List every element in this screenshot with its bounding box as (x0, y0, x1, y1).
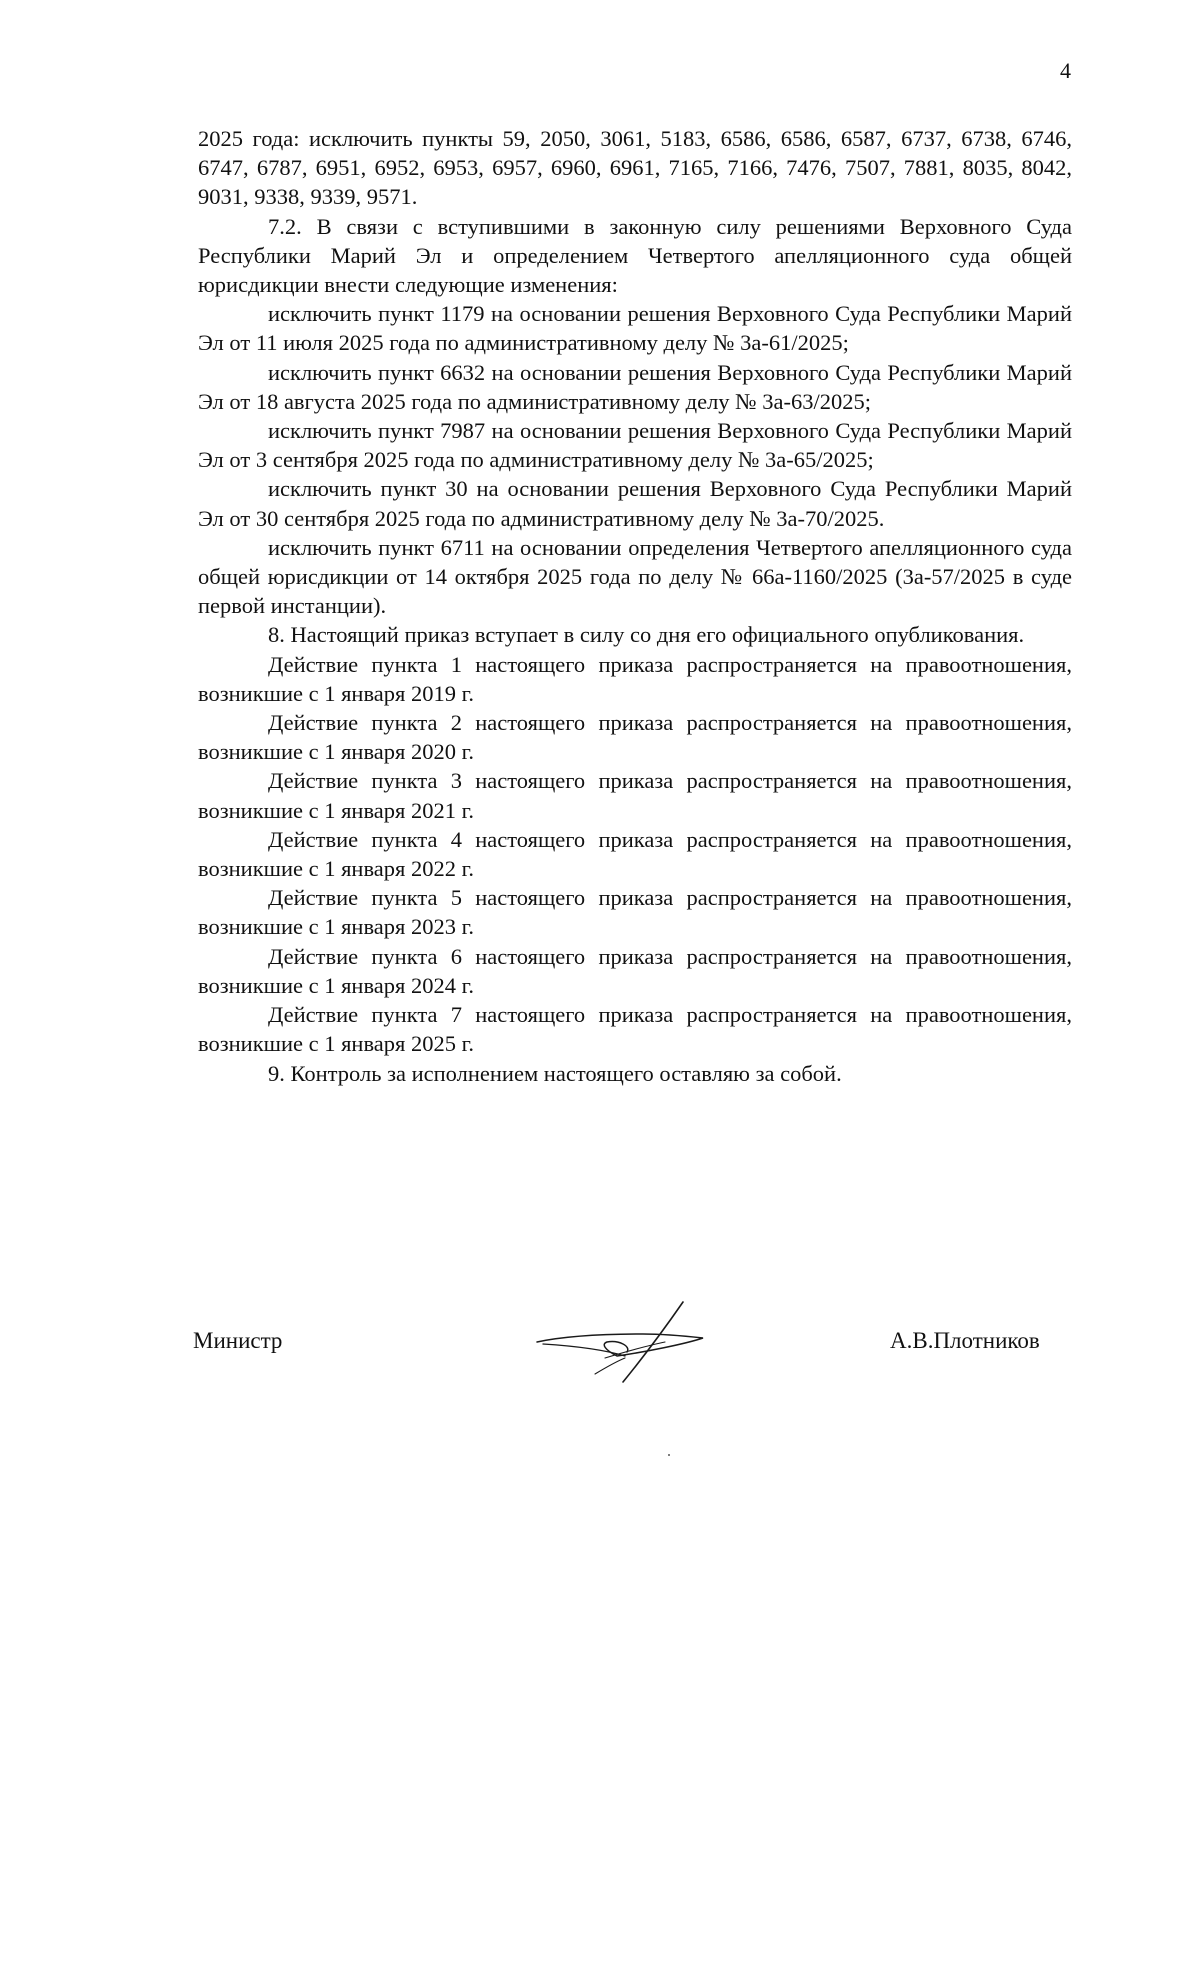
paragraph-exclude-6632: исключить пункт 6632 на основании решения Верховного Суда Республики Марий Эл от 18 августа 2025 года по административному делу № 3а-63/2025; (198, 359, 1072, 414)
paragraph-9-control: 9. Контроль за исполнением настоящего оставляю за собой. (268, 1060, 842, 1086)
paragraph-7-2-intro: 7.2. В связи с вступившими в законную силу решениями Верховного Суда Республики Марий Эл и определением Четвертого апелляционного суда общей юрисдикции внести следующие изменения: (198, 213, 1072, 298)
signature-block (0, 1300, 1200, 1410)
paragraph-effect-item-1: Действие пункта 1 настоящего приказа распространяется на правоотношения, возникшие с 1 января 2019 г. (198, 651, 1072, 706)
signer-position: Министр (193, 1328, 283, 1353)
paragraph-effect-item-2: Действие пункта 2 настоящего приказа распространяется на правоотношения, возникшие с 1 января 2020 г. (198, 710, 1072, 765)
paragraph-exclude-30: исключить пункт 30 на основании решения Верховного Суда Республики Марий Эл от 30 сентября 2025 года по административному делу № 3а-70/2025. (198, 476, 1072, 531)
paragraph-exclude-7987: исключить пункт 7987 на основании решения Верховного Суда Республики Марий Эл от 3 сентября 2025 года по административному делу № 3а-65/2025; (198, 418, 1072, 473)
paragraph-exclude-1179: исключить пункт 1179 на основании решения Верховного Суда Республики Марий Эл от 11 июля 2025 года по административному делу № 3а-61/2025; (198, 301, 1072, 356)
paragraph-effect-item-5: Действие пункта 5 настоящего приказа распространяется на правоотношения, возникшие с 1 января 2023 г. (198, 885, 1072, 940)
scan-speck (668, 1454, 670, 1456)
paragraph-excluded-items-2025: 2025 года: исключить пункты 59, 2050, 3061, 5183, 6586, 6586, 6587, 6737, 6738, 6746, 6747, 6787, 6951, 6952, 6953, 6957, 6960, 6961, 7165, 7166, 7476, 7507, 7881, 8035, 8042, 9031, 9338, 9339, 9571. (198, 126, 1072, 210)
paragraph-effect-item-7: Действие пункта 7 настоящего приказа распространяется на правоотношения, возникшие с 1 января 2025 г. (198, 1002, 1072, 1057)
signer-name: А.В.Плотников (890, 1328, 1040, 1353)
paragraph-8-effective: 8. Настоящий приказ вступает в силу со дня его официального опубликования. (268, 622, 1025, 648)
page-number: 4 (1060, 58, 1071, 83)
document-body (198, 124, 1072, 1088)
paragraph-exclude-6711: исключить пункт 6711 на основании определения Четвертого апелляционного суда общей юрисдикции от 14 октября 2025 года по делу № 66а-1160/2025 (3а-57/2025 в суде первой инстанции). (198, 534, 1072, 619)
handwritten-signature (535, 1300, 725, 1410)
paragraph-effect-item-4: Действие пункта 4 настоящего приказа распространяется на правоотношения, возникшие с 1 января 2022 г. (198, 826, 1072, 882)
paragraph-effect-item-6: Действие пункта 6 настоящего приказа распространяется на правоотношения, возникшие с 1 января 2024 г. (198, 943, 1072, 998)
paragraph-effect-item-3: Действие пункта 3 настоящего приказа распространяется на правоотношения, возникшие с 1 января 2021 г. (198, 768, 1072, 823)
